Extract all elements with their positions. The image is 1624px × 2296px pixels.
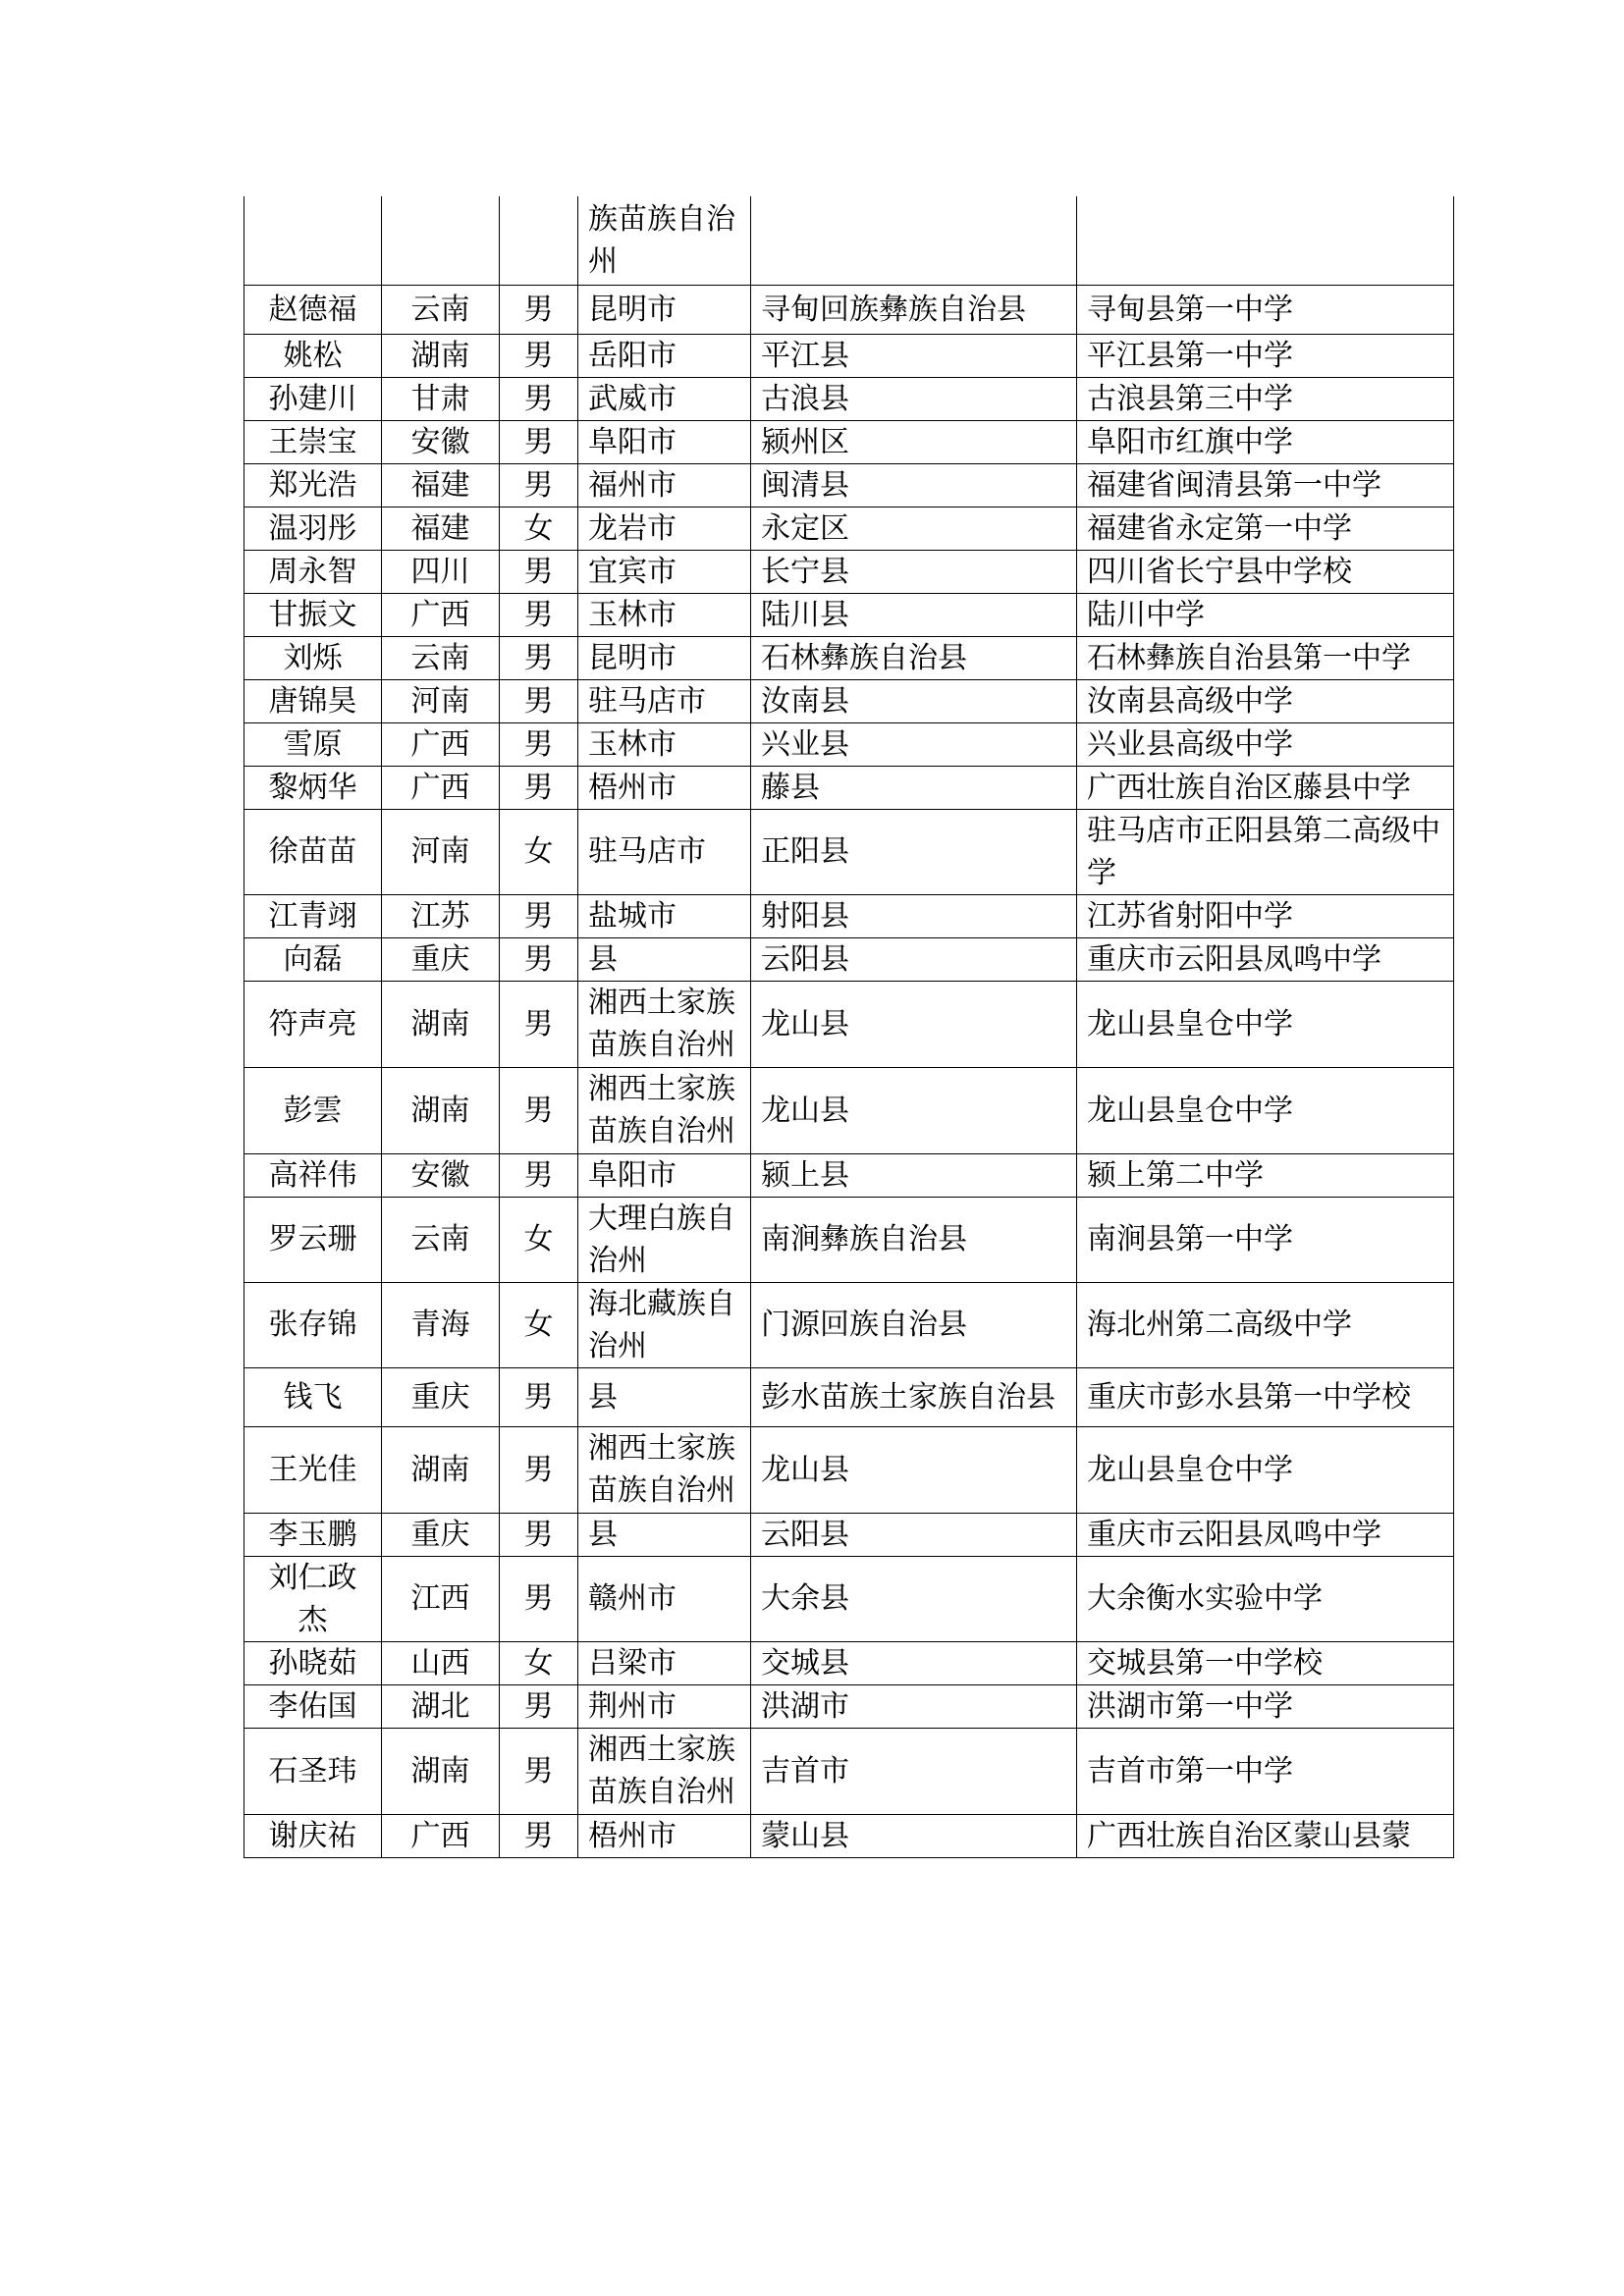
gender-cell: 男 (500, 894, 578, 937)
school-cell: 古浪县第三中学 (1077, 377, 1454, 420)
table-row (244, 894, 1454, 937)
table-row (244, 593, 1454, 636)
county-cell: 云阳县 (751, 937, 1077, 981)
county-cell: 洪湖市 (751, 1684, 1077, 1728)
province-cell: 青海 (382, 1282, 500, 1367)
gender-cell: 女 (500, 809, 578, 894)
student-name-cell: 符声亮 (244, 981, 382, 1067)
county-cell: 正阳县 (751, 809, 1077, 894)
gender-cell (500, 196, 578, 285)
county-cell: 大余县 (751, 1556, 1077, 1641)
gender-cell: 男 (500, 463, 578, 507)
table-row (244, 809, 1454, 894)
city-cell: 族苗族自治州 (578, 196, 751, 285)
student-name-cell: 温羽彤 (244, 507, 382, 550)
province-cell: 甘肃 (382, 377, 500, 420)
province-cell: 湖南 (382, 1728, 500, 1814)
province-cell: 河南 (382, 809, 500, 894)
student-name-cell: 唐锦昊 (244, 679, 382, 722)
gender-cell: 男 (500, 420, 578, 463)
county-cell: 汝南县 (751, 679, 1077, 722)
student-name-cell: 高祥伟 (244, 1153, 382, 1197)
school-cell: 兴业县高级中学 (1077, 722, 1454, 766)
gender-cell: 男 (500, 377, 578, 420)
school-cell: 海北州第二高级中学 (1077, 1282, 1454, 1367)
school-cell: 南涧县第一中学 (1077, 1197, 1454, 1282)
province-cell: 云南 (382, 636, 500, 679)
city-cell: 县 (578, 1367, 751, 1426)
student-name-cell: 谢庆祐 (244, 1814, 382, 1857)
school-cell: 广西壮族自治区藤县中学 (1077, 766, 1454, 809)
province-cell: 安徽 (382, 1153, 500, 1197)
student-name-cell: 石圣玮 (244, 1728, 382, 1814)
school-cell: 龙山县皇仓中学 (1077, 1426, 1454, 1513)
school-cell: 汝南县高级中学 (1077, 679, 1454, 722)
city-cell: 县 (578, 1513, 751, 1556)
student-name-cell: 雪原 (244, 722, 382, 766)
student-name-cell: 向磊 (244, 937, 382, 981)
county-cell: 蒙山县 (751, 1814, 1077, 1857)
school-cell: 江苏省射阳中学 (1077, 894, 1454, 937)
city-cell: 宜宾市 (578, 550, 751, 593)
county-cell: 古浪县 (751, 377, 1077, 420)
student-name-cell: 刘烁 (244, 636, 382, 679)
school-cell: 广西壮族自治区蒙山县蒙 (1077, 1814, 1454, 1857)
province-cell: 福建 (382, 463, 500, 507)
school-cell: 重庆市彭水县第一中学校 (1077, 1367, 1454, 1426)
city-cell: 盐城市 (578, 894, 751, 937)
school-cell: 交城县第一中学校 (1077, 1641, 1454, 1684)
county-cell: 平江县 (751, 334, 1077, 377)
student-name-cell: 周永智 (244, 550, 382, 593)
gender-cell: 男 (500, 1556, 578, 1641)
county-cell: 闽清县 (751, 463, 1077, 507)
county-cell: 交城县 (751, 1641, 1077, 1684)
student-name-cell: 刘仁政杰 (244, 1556, 382, 1641)
province-cell (382, 196, 500, 285)
city-cell: 梧州市 (578, 766, 751, 809)
student-name-cell: 钱飞 (244, 1367, 382, 1426)
table-row (244, 377, 1454, 420)
city-cell: 龙岩市 (578, 507, 751, 550)
city-cell: 海北藏族自治州 (578, 1282, 751, 1367)
school-cell: 颍上第二中学 (1077, 1153, 1454, 1197)
city-cell: 岳阳市 (578, 334, 751, 377)
gender-cell: 男 (500, 593, 578, 636)
province-cell: 湖北 (382, 1684, 500, 1728)
county-cell: 颍上县 (751, 1153, 1077, 1197)
table-row (244, 1367, 1454, 1426)
county-cell: 彭水苗族土家族自治县 (751, 1367, 1077, 1426)
county-cell: 颍州区 (751, 420, 1077, 463)
school-cell: 陆川中学 (1077, 593, 1454, 636)
school-cell: 福建省闽清县第一中学 (1077, 463, 1454, 507)
table-row (244, 196, 1454, 285)
city-cell: 湘西土家族苗族自治州 (578, 1067, 751, 1153)
province-cell: 山西 (382, 1641, 500, 1684)
province-cell: 江西 (382, 1556, 500, 1641)
province-cell: 重庆 (382, 1367, 500, 1426)
province-cell: 福建 (382, 507, 500, 550)
city-cell: 福州市 (578, 463, 751, 507)
city-cell: 湘西土家族苗族自治州 (578, 981, 751, 1067)
student-name-cell: 罗云珊 (244, 1197, 382, 1282)
table-row (244, 722, 1454, 766)
table-row (244, 1426, 1454, 1513)
table-row (244, 334, 1454, 377)
gender-cell: 男 (500, 550, 578, 593)
city-cell: 玉林市 (578, 593, 751, 636)
city-cell: 昆明市 (578, 285, 751, 334)
gender-cell: 男 (500, 1153, 578, 1197)
gender-cell: 男 (500, 1684, 578, 1728)
gender-cell: 男 (500, 1513, 578, 1556)
gender-cell: 男 (500, 1067, 578, 1153)
county-cell: 南涧彝族自治县 (751, 1197, 1077, 1282)
student-name-cell: 张存锦 (244, 1282, 382, 1367)
gender-cell: 男 (500, 766, 578, 809)
table-row (244, 766, 1454, 809)
gender-cell: 男 (500, 679, 578, 722)
county-cell: 射阳县 (751, 894, 1077, 937)
province-cell: 河南 (382, 679, 500, 722)
student-name-cell: 徐苗苗 (244, 809, 382, 894)
school-cell: 龙山县皇仓中学 (1077, 1067, 1454, 1153)
table-row (244, 420, 1454, 463)
table-row (244, 1153, 1454, 1197)
gender-cell: 男 (500, 937, 578, 981)
city-cell: 梧州市 (578, 1814, 751, 1857)
school-cell: 寻甸县第一中学 (1077, 285, 1454, 334)
table-row (244, 1814, 1454, 1857)
city-cell: 大理白族自治州 (578, 1197, 751, 1282)
county-cell: 永定区 (751, 507, 1077, 550)
gender-cell: 男 (500, 285, 578, 334)
province-cell: 四川 (382, 550, 500, 593)
school-cell: 大余衡水实验中学 (1077, 1556, 1454, 1641)
table-row (244, 636, 1454, 679)
city-cell: 阜阳市 (578, 1153, 751, 1197)
school-cell: 阜阳市红旗中学 (1077, 420, 1454, 463)
city-cell: 荆州市 (578, 1684, 751, 1728)
gender-cell: 女 (500, 1282, 578, 1367)
table-row (244, 1556, 1454, 1641)
student-name-cell: 甘振文 (244, 593, 382, 636)
table-row (244, 550, 1454, 593)
gender-cell: 男 (500, 1728, 578, 1814)
table-row (244, 937, 1454, 981)
student-name-cell: 彭雲 (244, 1067, 382, 1153)
table-row (244, 285, 1454, 334)
city-cell: 驻马店市 (578, 679, 751, 722)
gender-cell: 女 (500, 1641, 578, 1684)
school-cell (1077, 196, 1454, 285)
student-name-cell: 李玉鹏 (244, 1513, 382, 1556)
student-name-cell: 孙建川 (244, 377, 382, 420)
province-cell: 湖南 (382, 1426, 500, 1513)
city-cell: 昆明市 (578, 636, 751, 679)
province-cell: 云南 (382, 285, 500, 334)
table-row (244, 1641, 1454, 1684)
table-row (244, 1684, 1454, 1728)
county-cell: 龙山县 (751, 1426, 1077, 1513)
province-cell: 湖南 (382, 1067, 500, 1153)
county-cell: 兴业县 (751, 722, 1077, 766)
province-cell: 江苏 (382, 894, 500, 937)
gender-cell: 女 (500, 1197, 578, 1282)
table-row (244, 463, 1454, 507)
county-cell: 吉首市 (751, 1728, 1077, 1814)
county-cell: 龙山县 (751, 981, 1077, 1067)
county-cell: 陆川县 (751, 593, 1077, 636)
gender-cell: 男 (500, 1426, 578, 1513)
city-cell: 玉林市 (578, 722, 751, 766)
city-cell: 驻马店市 (578, 809, 751, 894)
county-cell: 龙山县 (751, 1067, 1077, 1153)
gender-cell: 男 (500, 1814, 578, 1857)
student-name-cell (244, 196, 382, 285)
province-cell: 湖南 (382, 981, 500, 1067)
gender-cell: 男 (500, 334, 578, 377)
city-cell: 湘西土家族苗族自治州 (578, 1426, 751, 1513)
county-cell: 云阳县 (751, 1513, 1077, 1556)
table-row (244, 981, 1454, 1067)
city-cell: 湘西土家族苗族自治州 (578, 1728, 751, 1814)
city-cell: 县 (578, 937, 751, 981)
student-name-cell: 王崇宝 (244, 420, 382, 463)
table-row (244, 1513, 1454, 1556)
province-cell: 广西 (382, 722, 500, 766)
province-cell: 广西 (382, 766, 500, 809)
county-cell: 长宁县 (751, 550, 1077, 593)
table-row (244, 1282, 1454, 1367)
student-name-cell: 赵德福 (244, 285, 382, 334)
city-cell: 武威市 (578, 377, 751, 420)
province-cell: 广西 (382, 593, 500, 636)
county-cell: 寻甸回族彝族自治县 (751, 285, 1077, 334)
school-cell: 重庆市云阳县凤鸣中学 (1077, 937, 1454, 981)
county-cell (751, 196, 1077, 285)
student-name-cell: 黎炳华 (244, 766, 382, 809)
province-cell: 广西 (382, 1814, 500, 1857)
student-roster-table (244, 196, 1454, 1858)
student-name-cell: 江青翊 (244, 894, 382, 937)
table-row (244, 507, 1454, 550)
province-cell: 重庆 (382, 937, 500, 981)
gender-cell: 男 (500, 1367, 578, 1426)
city-cell: 吕梁市 (578, 1641, 751, 1684)
county-cell: 藤县 (751, 766, 1077, 809)
gender-cell: 男 (500, 722, 578, 766)
school-cell: 龙山县皇仓中学 (1077, 981, 1454, 1067)
province-cell: 安徽 (382, 420, 500, 463)
roster-body (244, 196, 1454, 1857)
province-cell: 云南 (382, 1197, 500, 1282)
city-cell: 阜阳市 (578, 420, 751, 463)
student-name-cell: 李佑国 (244, 1684, 382, 1728)
table-row (244, 1197, 1454, 1282)
school-cell: 福建省永定第一中学 (1077, 507, 1454, 550)
gender-cell: 女 (500, 507, 578, 550)
student-name-cell: 郑光浩 (244, 463, 382, 507)
school-cell: 洪湖市第一中学 (1077, 1684, 1454, 1728)
student-name-cell: 王光佳 (244, 1426, 382, 1513)
county-cell: 石林彝族自治县 (751, 636, 1077, 679)
table-row (244, 1728, 1454, 1814)
table-row (244, 679, 1454, 722)
province-cell: 湖南 (382, 334, 500, 377)
province-cell: 重庆 (382, 1513, 500, 1556)
school-cell: 重庆市云阳县凤鸣中学 (1077, 1513, 1454, 1556)
table-row (244, 1067, 1454, 1153)
school-cell: 平江县第一中学 (1077, 334, 1454, 377)
school-cell: 吉首市第一中学 (1077, 1728, 1454, 1814)
student-name-cell: 孙晓茹 (244, 1641, 382, 1684)
school-cell: 石林彝族自治县第一中学 (1077, 636, 1454, 679)
county-cell: 门源回族自治县 (751, 1282, 1077, 1367)
city-cell: 赣州市 (578, 1556, 751, 1641)
gender-cell: 男 (500, 981, 578, 1067)
gender-cell: 男 (500, 636, 578, 679)
school-cell: 四川省长宁县中学校 (1077, 550, 1454, 593)
school-cell: 驻马店市正阳县第二高级中学 (1077, 809, 1454, 894)
student-name-cell: 姚松 (244, 334, 382, 377)
